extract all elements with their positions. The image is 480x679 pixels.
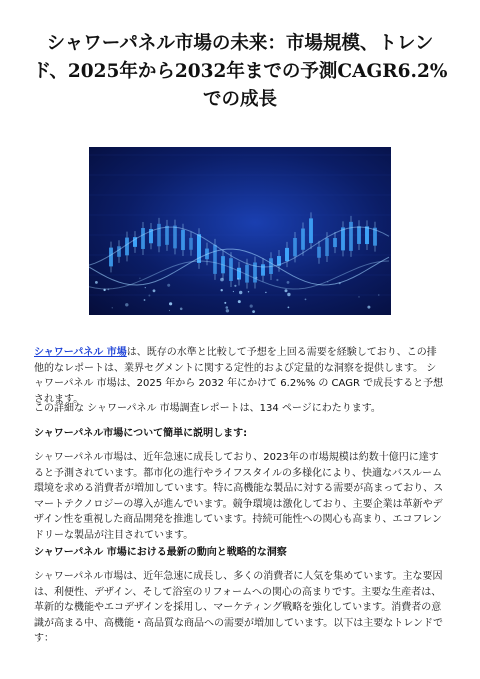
glow-dot xyxy=(265,292,266,293)
glow-dot xyxy=(139,278,140,279)
glow-dot xyxy=(148,295,150,297)
glow-dot xyxy=(287,281,290,284)
glow-dot xyxy=(226,309,229,312)
candlestick xyxy=(173,226,177,249)
candlestick xyxy=(357,226,361,244)
hero-image xyxy=(89,147,391,315)
glow-dot xyxy=(169,310,170,311)
glow-dot xyxy=(125,303,128,306)
glow-dot xyxy=(285,289,288,292)
glow-dot xyxy=(224,302,226,304)
glow-dot xyxy=(237,278,239,280)
glow-dot xyxy=(95,281,98,284)
glow-dot xyxy=(358,296,359,297)
candlestick xyxy=(325,238,329,256)
glow-dot xyxy=(153,289,156,292)
glow-dot xyxy=(112,307,113,308)
glow-dot xyxy=(250,305,253,308)
candlestick xyxy=(333,238,337,247)
glow-dot xyxy=(367,306,370,309)
financial-chart-image xyxy=(89,147,391,315)
candlestick xyxy=(309,218,313,243)
candlestick xyxy=(261,264,265,275)
intro-text: は、既存の水準と比較して予想を上回る需要を経験しており、この排他的なレポートは、業界セグメントに関する定性的および定量的な洞察を提供します。 シャワーパネル 市場は、2025 年から 2032 年にかけて 6.2%% の CAGR で成長すると予想されます。 xyxy=(34,347,444,405)
candlestick xyxy=(141,228,145,249)
pages-note: この詳細な シャワーパネル 市場調査レポートは、134 ページにわたります。 xyxy=(34,403,381,414)
section1-body: シャワーパネル市場は、近年急速に成長しており、2023年の市場規模は約数十億円に達すると予測されています。都市化の進行やライフスタイルの多様化により、快適なバスルーム環境を求める消費者が増加しています。特に高機能な製品に対する需要が高まっており、スマートテクノロジーの導入が進んでいます。競争環境は激化しており、主要企業は革新やデザイン性を重視した商品開発を推進しています。持続可能性への関心も高まり、エコフレンドリーな製品が注目されています。 xyxy=(34,452,444,541)
glow-dot xyxy=(220,278,224,282)
glow-dot xyxy=(234,285,236,287)
candlestick xyxy=(285,248,289,261)
glow-dot xyxy=(144,299,146,301)
glow-dot xyxy=(327,281,329,283)
glow-dot xyxy=(226,306,229,309)
glow-dot xyxy=(238,300,241,303)
glow-dot xyxy=(248,291,249,292)
section1-heading: シャワーパネル市場について簡単に説明します: xyxy=(34,428,248,439)
intro-paragraph xyxy=(34,345,446,407)
glow-dot xyxy=(145,287,146,288)
candlestick xyxy=(349,222,353,251)
glow-dot xyxy=(103,289,105,291)
candlestick xyxy=(301,229,305,250)
section2-heading: シャワーパネル 市場における最新の動向と戦略的な洞察 xyxy=(34,547,287,558)
glow-dot xyxy=(287,293,290,296)
glow-dot xyxy=(239,291,242,294)
candlestick xyxy=(317,247,321,258)
candlestick xyxy=(181,230,185,250)
candlestick xyxy=(157,224,161,246)
candlestick xyxy=(189,238,193,250)
candlestick xyxy=(293,238,297,256)
glow-dot xyxy=(252,310,255,313)
glow-dot xyxy=(233,291,234,292)
candlestick xyxy=(365,226,369,244)
candlestick xyxy=(109,248,113,267)
candlestick xyxy=(341,227,345,250)
glow-dot xyxy=(167,284,170,287)
glow-dot xyxy=(169,302,172,305)
candlestick xyxy=(117,246,121,257)
glow-dot xyxy=(276,279,278,281)
page-title: シャワーパネル市場の未来：市場規模、トレンド、2025年から2032年までの予測CAGR6.2%での成長 xyxy=(32,33,448,110)
glow-dot xyxy=(288,307,290,309)
candlestick xyxy=(237,268,241,280)
candlestick xyxy=(125,238,129,256)
glow-dot xyxy=(339,282,341,284)
glow-dot xyxy=(221,289,223,291)
candlestick xyxy=(213,245,217,274)
glow-dot xyxy=(256,277,258,279)
glow-dot xyxy=(305,299,307,301)
glow-dot xyxy=(108,289,110,291)
glow-dot xyxy=(180,308,183,311)
section2-body: シャワーパネル市場は、近年急速に成長し、多くの消費者に人気を集めています。主な要因は、利便性、デザイン、そして浴室のリフォームへの関心の高まりです。主要な生産者は、革新的な機能やエコデザインを採用し、マーケティング戦略を強化しています。消費者の意識が高まる中、高機能・高品質な商品への需要が増加しています。以下は主要なトレンドです： xyxy=(34,571,443,644)
glow-dot xyxy=(378,294,379,295)
market-link[interactable]: シャワーパネル 市場 xyxy=(34,347,127,358)
candlestick xyxy=(229,258,233,281)
candlestick xyxy=(165,226,169,245)
